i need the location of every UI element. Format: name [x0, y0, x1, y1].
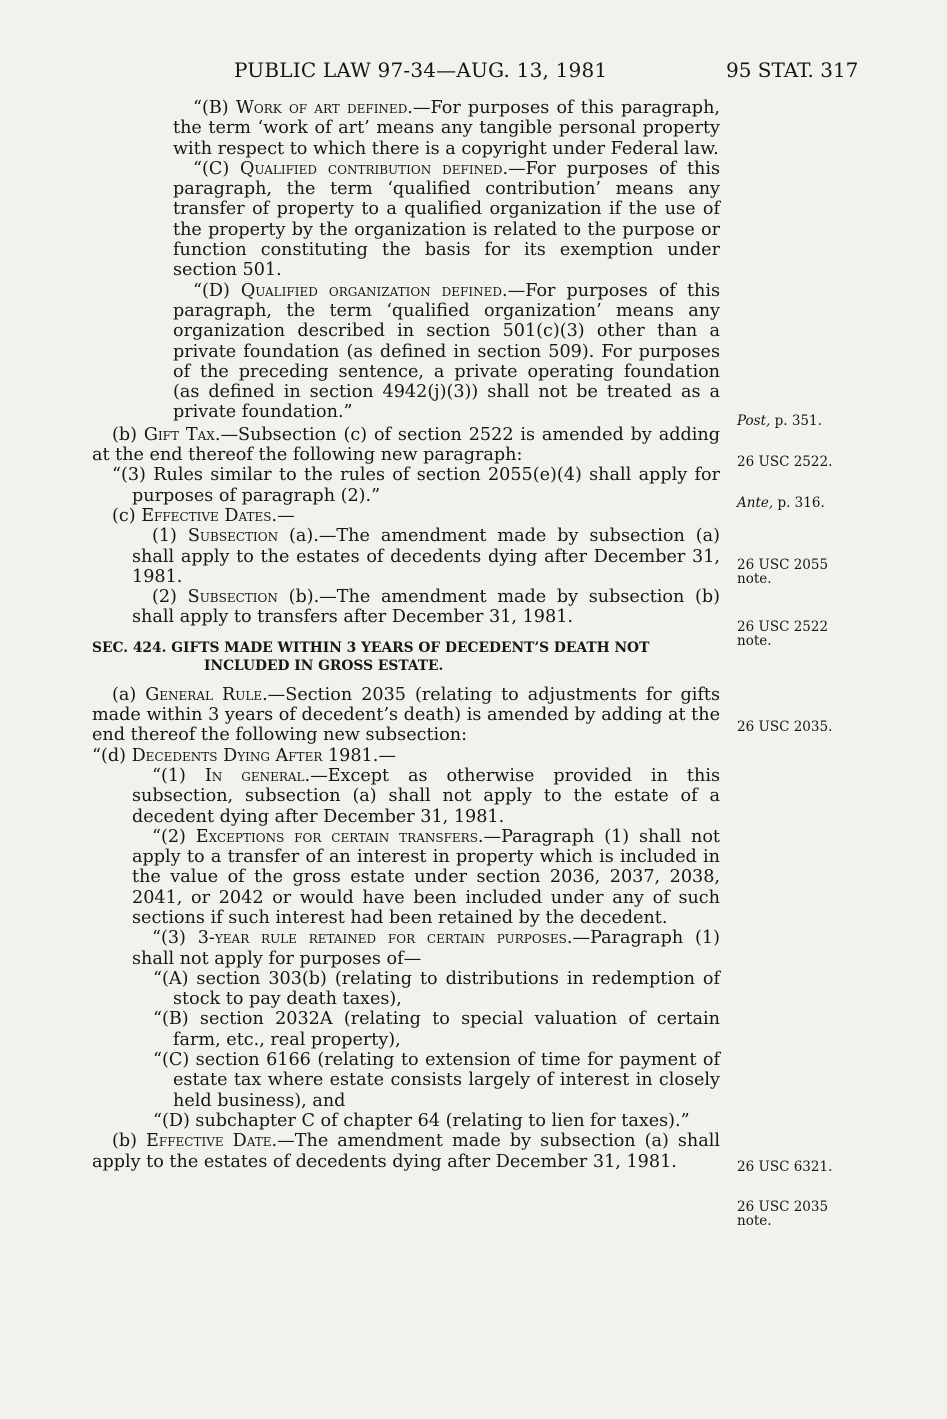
paragraph-general-rule: [92, 685, 720, 746]
text-general-rule: —Section 2035 (relating to adjustments for gifts made within 3 years of decedent’s death) is amended by adding at the end thereof the following new subsection:: [92, 684, 720, 746]
margin-note-usc-2035-note-line1: 26 USC 2035: [737, 1199, 829, 1215]
margin-note-ante-ref: Ante,: [737, 495, 774, 511]
text-qualified-contribution: —For purposes of this paragraph, the term ‘qualified contribution’ means any transfer of property to a qualified organization if the use of the property by the organization is related to the purpose or function constituting the basis for its exemption under section 501.: [173, 158, 721, 281]
label-subsection-a: (1): [152, 526, 188, 547]
running-header-title: PUBLIC LAW 97-34—AUG. 13, 1981: [234, 58, 608, 82]
text-work-of-art: —For purposes of this paragraph, the term ‘work of art’ means any tangible personal property with respect to which there is a copyright under Federal law.: [173, 98, 720, 159]
text-in-general: —Except as otherwise provided in this subsection, subsection (a) shall not apply to the estate of a decedent dying after December 31, 1981.: [132, 765, 720, 827]
text-rules-similar: “(3) Rules similar to the rules of section 2055(e)(4) shall apply for purposes of paragraph (2).”: [112, 465, 720, 506]
margin-note-usc-2055: [737, 558, 828, 586]
paragraph-gift-tax: [92, 425, 720, 466]
margin-note-usc-2522: 26 USC 2522.: [737, 454, 833, 470]
text-effective-dates: —: [277, 505, 295, 526]
section-424-heading-line1: SEC. 424. GIFTS MADE WITHIN 3 YEARS OF DECEDENT’S DEATH NOT: [92, 639, 650, 656]
margin-note-post-ref: Post,: [737, 413, 771, 429]
label-subsection-b: (2): [152, 587, 188, 608]
heading-work-of-art: “(B) Work of art defined.: [193, 98, 413, 118]
label-decedents-dying: “(d): [92, 745, 132, 766]
paragraph-effective-date: [92, 1131, 720, 1172]
label-general-rule: (a): [112, 684, 146, 705]
paragraph-decedents-dying: [92, 746, 720, 766]
margin-note-usc-2055-line1: 26 USC 2055: [737, 557, 829, 573]
text-qualified-organization: —For purposes of this paragraph, the term ‘qualified organization’ means any organization described in section 501(c)(3) other than a private foundation (as defined in section 509). For purposes of the preceding sentence, a private operating foundation (as defined in section 4942(j)(3)) shall not be treated as a private foundation.”: [173, 280, 721, 423]
text-item-d: “(D) subchapter C of chapter 64 (relating to lien for taxes).”: [153, 1110, 690, 1131]
paragraph-item-c: [92, 1050, 720, 1111]
paragraph-rules-similar: [92, 465, 720, 506]
text-gift-tax: —Subsection (c) of section 2522 is amended by adding at the end thereof the following new paragraph:: [92, 424, 720, 466]
paragraph-item-d: [92, 1111, 720, 1131]
paragraph-subsection-b: [92, 587, 720, 628]
heading-in-general: “(1) In general.: [152, 765, 311, 786]
text-subsection-b: (b).—The amendment made by subsection (b) shall apply to transfers after December 31, 1981.: [132, 587, 721, 628]
heading-subsection-b: Subsection: [187, 587, 278, 608]
text-item-a: “(A) section 303(b) (relating to distributions in redemption of stock to pay death taxes),: [153, 968, 720, 1010]
heading-subsection-a: Subsection: [187, 526, 279, 547]
section-424-heading: [92, 639, 720, 675]
paragraph-item-b: [92, 1009, 720, 1050]
text-subsection-a: (a).—The amendment made by subsection (a) shall apply to the estates of decedents dying after December 31, 1981.: [132, 526, 721, 587]
label-effective-date: (b): [112, 1131, 147, 1152]
heading-3-year-rule: “(3) 3-year rule retained for certain purposes.: [152, 928, 573, 949]
statute-page-number: 95 STAT. 317: [726, 58, 859, 82]
heading-effective-dates: Effective Dates.: [141, 505, 278, 526]
statute-body: [92, 98, 720, 1172]
margin-note-ante-page: p. 316.: [773, 495, 825, 511]
paragraph-exceptions: [92, 827, 720, 928]
label-gift-tax: (b): [112, 424, 144, 445]
paragraph-item-a: [92, 969, 720, 1010]
heading-qualified-contribution: “(C) Qualified contribution defined.: [193, 158, 509, 179]
margin-note-usc-2035: 26 USC 2035.: [737, 719, 833, 735]
text-decedents-dying: 1981.—: [322, 745, 396, 766]
paragraph-in-general: [92, 766, 720, 827]
margin-note-usc-2522-note-line2: note.: [737, 633, 772, 649]
margin-note-post: [737, 414, 822, 428]
text-3-year-rule: —Paragraph (1) shall not apply for purposes of—: [132, 928, 720, 969]
heading-decedents-dying: Decedents Dying After: [131, 745, 323, 766]
paragraph-3-year-rule: [92, 928, 720, 969]
text-item-b: “(B) section 2032A (relating to special valuation of certain farm, etc., real property),: [153, 1009, 720, 1050]
margin-note-post-page: p. 351.: [770, 413, 822, 429]
text-effective-date: —The amendment made by subsection (a) shall apply to the estates of decedents dying after December 31, 1981.: [92, 1131, 720, 1172]
paragraph-qualified-organization: [92, 281, 720, 423]
margin-note-usc-2522-note: [737, 620, 828, 648]
paragraph-subsection-a: [92, 526, 720, 587]
margin-note-ante: [737, 496, 825, 510]
margin-note-usc-2522-note-line1: 26 USC 2522: [737, 619, 829, 635]
heading-general-rule: General Rule.: [145, 684, 268, 705]
heading-qualified-organization: “(D) Qualified organization defined.: [193, 280, 508, 301]
margin-note-usc-2035-note-line2: note.: [737, 1213, 772, 1229]
paragraph-effective-dates: [92, 506, 720, 526]
paragraph-work-of-art: [92, 98, 720, 159]
heading-gift-tax: Gift Tax.: [143, 424, 221, 445]
text-item-c: “(C) section 6166 (relating to extension of time for payment of estate tax where estate consists largely of interest in closely held business), and: [153, 1050, 720, 1111]
section-424-heading-line2: INCLUDED IN GROSS ESTATE.: [204, 657, 444, 674]
text-exceptions: —Paragraph (1) shall not apply to a transfer of an interest in property which is included in the value of the gross estate under section 2036, 2037, 2038, 2041, or 2042 or would have been included under any of such sections if such interest had been retained by the decedent.: [132, 826, 720, 928]
heading-exceptions: “(2) Exceptions for certain transfers.: [152, 826, 484, 847]
margin-note-usc-6321: 26 USC 6321.: [737, 1159, 833, 1175]
heading-effective-date: Effective Date.: [146, 1131, 278, 1152]
margin-note-usc-2035-note: [737, 1200, 828, 1228]
margin-note-usc-2055-line2: note.: [737, 571, 772, 587]
paragraph-qualified-contribution: [92, 159, 720, 281]
label-effective-dates: (c): [112, 505, 142, 526]
